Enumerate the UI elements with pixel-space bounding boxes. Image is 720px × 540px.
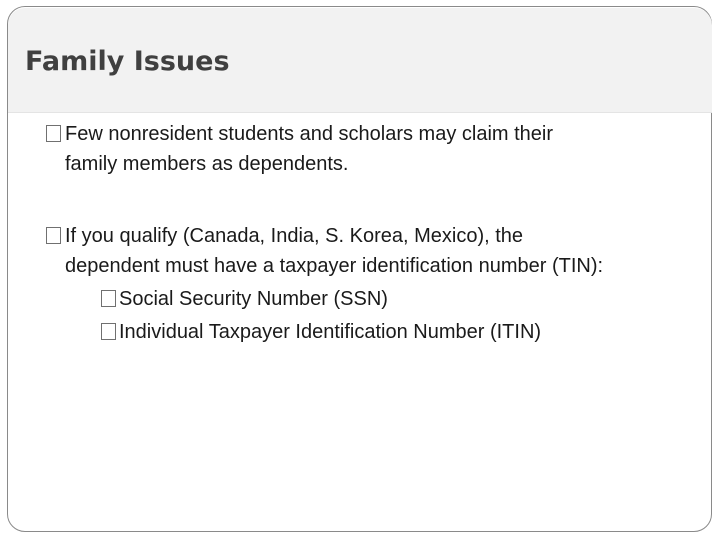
sub-bullet-ssn xyxy=(101,284,388,314)
bullet-2-text-line-2: dependent must have a taxpayer identification number (TIN): xyxy=(65,255,604,277)
bullet-1-line-1 xyxy=(46,119,553,149)
bullet-2-line-1 xyxy=(46,221,523,251)
slide-title: Family Issues xyxy=(25,46,230,77)
bullet-2-line-2 xyxy=(65,251,603,281)
missing-glyph-box-icon xyxy=(46,227,61,244)
bullet-1-text-line-1: Few nonresident students and scholars may claim their xyxy=(65,123,554,145)
sub-bullet-ssn-text: Social Security Number (SSN) xyxy=(119,288,388,310)
sub-bullet-itin-text: Individual Taxpayer Identification Number (ITIN) xyxy=(119,321,542,343)
missing-glyph-box-icon xyxy=(46,125,61,142)
bullet-1-text-line-2: family members as dependents. xyxy=(65,153,349,175)
bullet-2-text-line-1: If you qualify (Canada, India, S. Korea, Mexico), the xyxy=(65,225,524,247)
missing-glyph-box-icon xyxy=(101,290,116,307)
missing-glyph-box-icon xyxy=(101,323,116,340)
sub-bullet-itin xyxy=(101,317,541,347)
bullet-1-line-2 xyxy=(65,149,348,179)
